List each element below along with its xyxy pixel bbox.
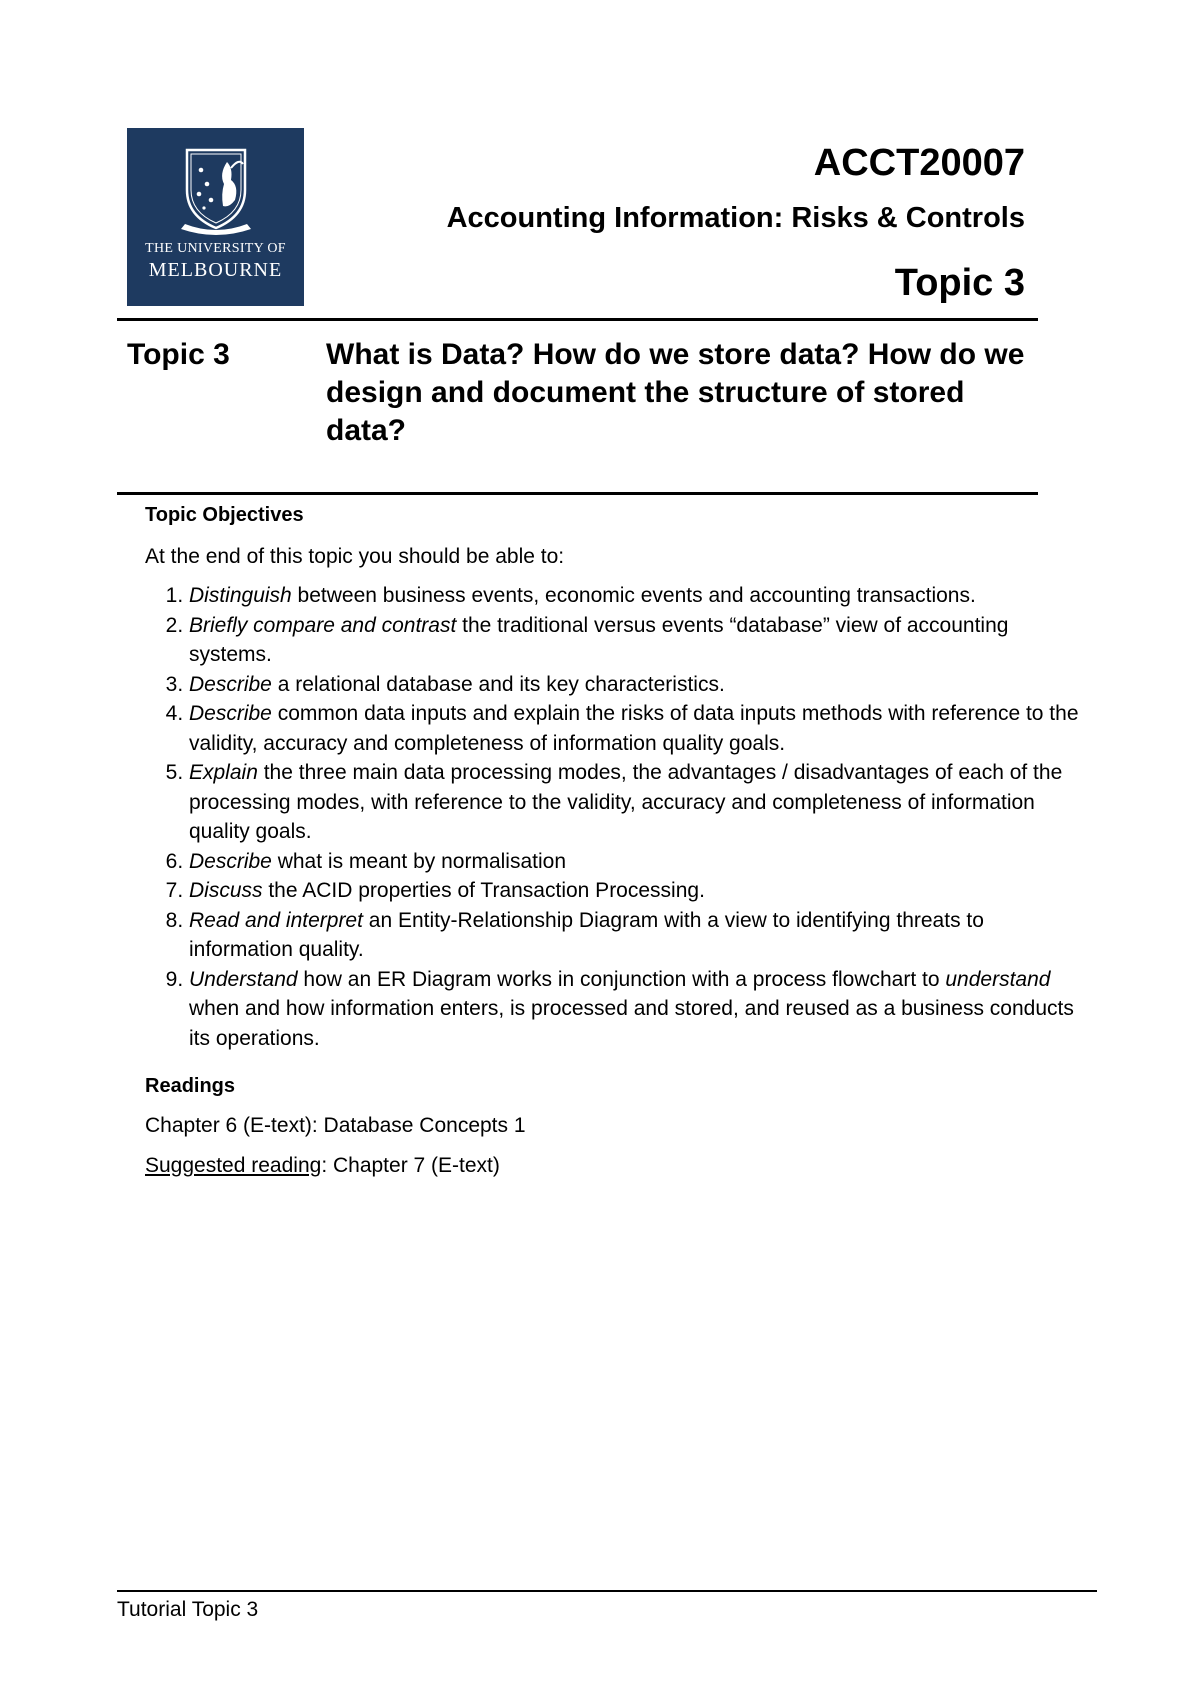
- reading-chapter-6: Chapter 6 (E-text): Database Concepts 1: [145, 1114, 526, 1137]
- objectives-heading: Topic Objectives: [145, 504, 304, 526]
- main-content: [145, 504, 1085, 1178]
- list-item: 4. Describe common data inputs and explain the risks of data inputs methods with reference to the validity, accuracy and completeness of information quality goals.: [189, 699, 1085, 758]
- list-item: 1. Distinguish between business events, economic events and accounting transactions.: [189, 581, 1085, 611]
- objectives-list: [145, 581, 1085, 1053]
- course-name: Accounting Information: Risks & Controls: [446, 202, 1025, 234]
- university-logo: [127, 128, 304, 306]
- topic-label: Topic 3: [127, 338, 230, 371]
- suggested-reading: [145, 1154, 1085, 1178]
- list-item: 7. Discuss the ACID properties of Transaction Processing.: [189, 876, 1085, 906]
- footer-divider: [117, 1590, 1097, 1592]
- objectives-intro: At the end of this topic you should be able to:: [145, 545, 565, 568]
- list-item: 8. Read and interpret an Entity-Relationship Diagram with a view to identifying threats to information quality.: [189, 906, 1085, 965]
- suggested-reading-label: Suggested reading: [145, 1154, 322, 1177]
- footer-text: Tutorial Topic 3: [117, 1598, 259, 1621]
- suggested-reading-text: : Chapter 7 (E-text): [321, 1154, 500, 1177]
- logo-line1: THE UNIVERSITY OF: [145, 241, 286, 256]
- topic-question: What is Data? How do we store data? How do we design and document the structure of stored data?: [326, 338, 1025, 447]
- list-item: 3. Describe a relational database and its key characteristics.: [189, 670, 1085, 700]
- list-item: 9. Understand how an ER Diagram works in conjunction with a process flowchart to understand when and how information enters, is processed and stored, and reused as a business conducts its operations.: [189, 965, 1085, 1054]
- list-item: 5. Explain the three main data processing modes, the advantages / disadvantages of each of the processing modes, with reference to the validity, accuracy and completeness of information quality goals.: [189, 758, 1085, 847]
- header-divider: [117, 318, 1038, 321]
- topic-divider: [117, 492, 1038, 495]
- list-item: 2. Briefly compare and contrast the traditional versus events “database” view of accounting systems.: [189, 611, 1085, 670]
- list-item: 6. Describe what is meant by normalisation: [189, 847, 1085, 877]
- course-code: ACCT20007: [813, 142, 1025, 184]
- crest-icon: [127, 128, 304, 238]
- readings-heading: Readings: [145, 1075, 236, 1097]
- logo-line2: MELBOURNE: [148, 259, 283, 281]
- topic-title: Topic 3: [894, 262, 1025, 304]
